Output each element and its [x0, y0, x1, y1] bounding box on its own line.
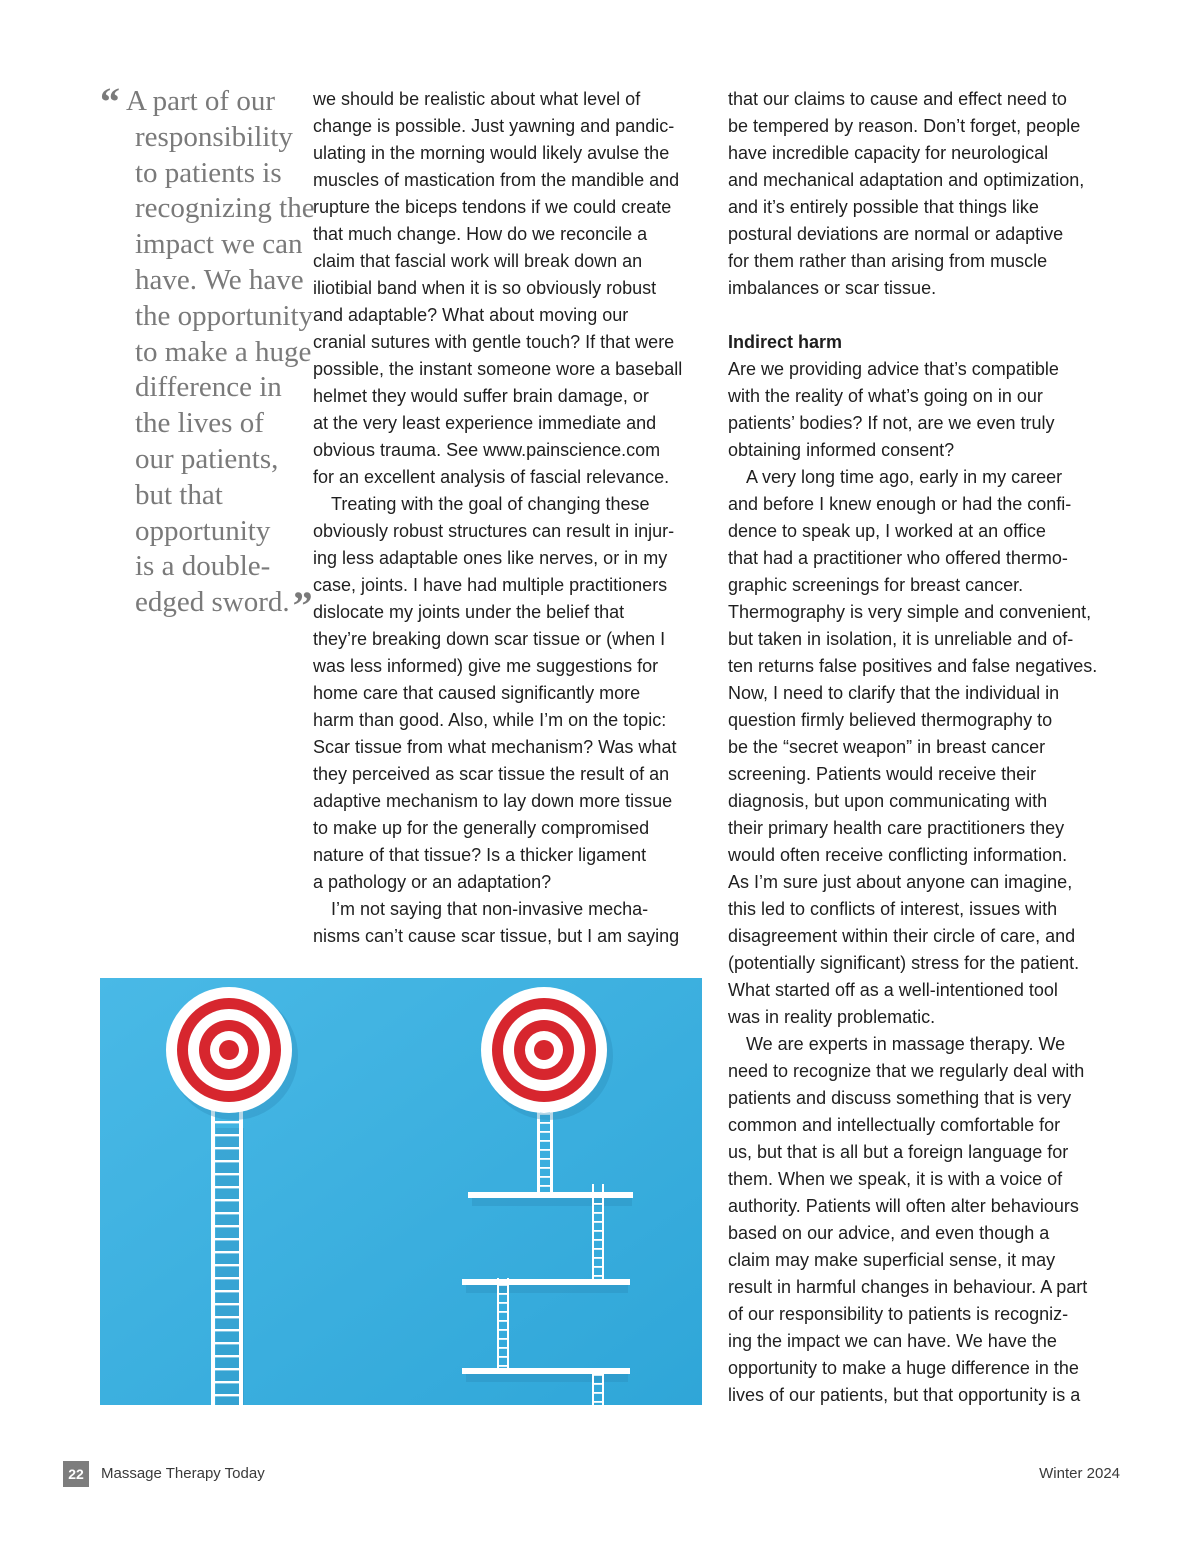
pull-quote-line: is a double-: [135, 550, 271, 583]
text-line: lives of our patients, but that opportunity is a: [728, 1385, 1081, 1405]
text-line: Scar tissue from what mechanism? Was what: [313, 737, 677, 757]
article-column-1: [313, 86, 713, 950]
text-line: change is possible. Just yawning and pandic-: [313, 116, 675, 136]
text-line: home care that caused significantly more: [313, 683, 641, 703]
pull-quote-line: “ A part of our: [100, 79, 275, 124]
text-line: graphic screenings for breast cancer.: [728, 575, 1024, 595]
text-line: claim may make superficial sense, it may: [728, 1250, 1056, 1270]
text-line: at the very least experience immediate and: [313, 413, 657, 433]
paragraph-start-line: We are experts in massage therapy. We: [746, 1034, 1066, 1054]
section-heading: Indirect harm: [728, 332, 843, 352]
text-line: adaptive mechanism to lay down more tissue: [313, 791, 673, 811]
text-line: that our claims to cause and effect need to: [728, 89, 1067, 109]
text-line: was in reality problematic.: [728, 1007, 936, 1027]
text-line: with the reality of what’s going on in our: [728, 386, 1043, 406]
text-line: that much change. How do we reconcile a: [313, 224, 648, 244]
text-line: obviously robust structures can result in injur-: [313, 521, 675, 541]
text-line: ing less adaptable ones like nerves, or in my: [313, 548, 668, 568]
text-line: disagreement within their circle of care, and: [728, 926, 1076, 946]
close-quote-mark: ”: [292, 583, 313, 629]
text-line: dence to speak up, I worked at an office: [728, 521, 1046, 541]
pull-quote-line: difference in: [135, 371, 282, 404]
text-line: they’re breaking down scar tissue or (when I: [313, 629, 666, 649]
text-line: imbalances or scar tissue.: [728, 278, 937, 298]
text-line: helmet they would suffer brain damage, or: [313, 386, 649, 406]
page-number: 22: [63, 1461, 89, 1487]
pull-quote-line: responsibility: [135, 120, 293, 153]
text-line: ten returns false positives and false negatives.: [728, 656, 1098, 676]
pull-quote-line: to make a huge: [135, 335, 312, 368]
text-line: their primary health care practitioners they: [728, 818, 1065, 838]
text-line: would often receive conflicting information.: [728, 845, 1068, 865]
text-line: authority. Patients will often alter behaviours: [728, 1196, 1079, 1216]
text-line: result in harmful changes in behaviour. A part: [728, 1277, 1088, 1297]
text-line: possible, the instant someone wore a baseball: [313, 359, 683, 379]
paragraph-start-line: Treating with the goal of changing these: [331, 494, 650, 514]
text-line: of our responsibility to patients is recogniz-: [728, 1304, 1069, 1324]
article-column-2: [728, 86, 1128, 1409]
text-line: a pathology or an adaptation?: [313, 872, 552, 892]
spacer: [728, 302, 1128, 329]
text-line: dislocate my joints under the belief that: [313, 602, 625, 622]
pull-quote: [100, 79, 315, 629]
text-line: that had a practitioner who offered thermo-: [728, 548, 1068, 568]
text-line: What started off as a well-intentioned tool: [728, 980, 1058, 1000]
text-line: have incredible capacity for neurological: [728, 143, 1049, 163]
illustration-svg: [100, 978, 702, 1405]
text-line: need to recognize that we regularly deal with: [728, 1061, 1085, 1081]
paragraph-start-line: I’m not saying that non-invasive mecha-: [331, 899, 649, 919]
text-line: them. When we speak, it is with a voice of: [728, 1169, 1063, 1189]
pull-quote-line: have. We have: [135, 263, 304, 296]
text-line: iliotibial band when it is so obviously robust: [313, 278, 657, 298]
page-footer: [63, 1461, 1120, 1487]
pull-quote-line: our patients,: [135, 442, 279, 475]
text-line: patients’ bodies? If not, are we even truly: [728, 413, 1055, 433]
pull-quote-line: edged sword.”: [135, 583, 313, 629]
text-line: Are we providing advice that’s compatible: [728, 359, 1059, 379]
text-line: be the “secret weapon” in breast cancer: [728, 737, 1046, 757]
text-line: they perceived as scar tissue the result of an: [313, 764, 670, 784]
text-line: nisms can’t cause scar tissue, but I am saying: [313, 926, 680, 946]
pull-quote-line: opportunity: [135, 514, 271, 547]
text-line: for them rather than arising from muscle: [728, 251, 1048, 271]
text-line: claim that fascial work will break down an: [313, 251, 643, 271]
text-line: be tempered by reason. Don’t forget, people: [728, 116, 1081, 136]
text-line: question firmly believed thermography to: [728, 710, 1053, 730]
text-line: As I’m sure just about anyone can imagine,: [728, 872, 1073, 892]
text-line: we should be realistic about what level of: [313, 89, 641, 109]
targets-ladders-illustration: [100, 978, 702, 1405]
text-line: based on our advice, and even though a: [728, 1223, 1050, 1243]
text-line: Now, I need to clarify that the individual in: [728, 683, 1060, 703]
text-line: for an excellent analysis of fascial relevance.: [313, 467, 670, 487]
text-line: opportunity to make a huge difference in the: [728, 1358, 1079, 1378]
text-line: Thermography is very simple and convenient,: [728, 602, 1092, 622]
text-line: to make up for the generally compromised: [313, 818, 650, 838]
pull-quote-line: the opportunity: [135, 299, 314, 332]
text-line: patients and discuss something that is very: [728, 1088, 1072, 1108]
pull-quote-line: but that: [135, 478, 223, 511]
text-line: muscles of mastication from the mandible and: [313, 170, 680, 190]
text-line: and mechanical adaptation and optimization,: [728, 170, 1085, 190]
publication-name: Massage Therapy Today: [101, 1465, 265, 1482]
text-line: postural deviations are normal or adaptive: [728, 224, 1064, 244]
text-line: case, joints. I have had multiple practitioners: [313, 575, 668, 595]
text-line: cranial sutures with gentle touch? If that were: [313, 332, 675, 352]
text-line: diagnosis, but upon communicating with: [728, 791, 1048, 811]
text-line: obvious trauma. See www.painscience.com: [313, 440, 661, 460]
text-line: rupture the biceps tendons if we could create: [313, 197, 672, 217]
text-line: screening. Patients would receive their: [728, 764, 1037, 784]
text-line: obtaining informed consent?: [728, 440, 955, 460]
text-line: and adaptable? What about moving our: [313, 305, 629, 325]
text-line: and it’s entirely possible that things like: [728, 197, 1039, 217]
open-quote-mark: “: [100, 79, 120, 124]
text-line: us, but that is all but a foreign language for: [728, 1142, 1069, 1162]
text-line: was less informed) give me suggestions for: [313, 656, 659, 676]
text-line: this led to conflicts of interest, issues with: [728, 899, 1058, 919]
text-line: common and intellectually comfortable for: [728, 1115, 1061, 1135]
pull-quote-line: recognizing the: [135, 192, 315, 225]
short-ladder-top: [537, 1108, 553, 1192]
text-line: ulating in the morning would likely avulse the: [313, 143, 670, 163]
tall-ladder: [211, 1108, 244, 1405]
text-line: harm than good. Also, while I’m on the topic:: [313, 710, 667, 730]
text-line: ing the impact we can have. We have the: [728, 1331, 1057, 1351]
pull-quote-line: the lives of: [135, 407, 264, 440]
pull-quote-line: impact we can: [135, 228, 303, 261]
text-line: and before I knew enough or had the confi-: [728, 494, 1072, 514]
text-line: (potentially significant) stress for the patient.: [728, 953, 1080, 973]
text-line: but taken in isolation, it is unreliable and of-: [728, 629, 1074, 649]
issue-label: Winter 2024: [1039, 1465, 1120, 1482]
text-line: nature of that tissue? Is a thicker ligament: [313, 845, 647, 865]
pull-quote-line: to patients is: [135, 156, 282, 189]
paragraph-start-line: A very long time ago, early in my career: [746, 467, 1063, 487]
